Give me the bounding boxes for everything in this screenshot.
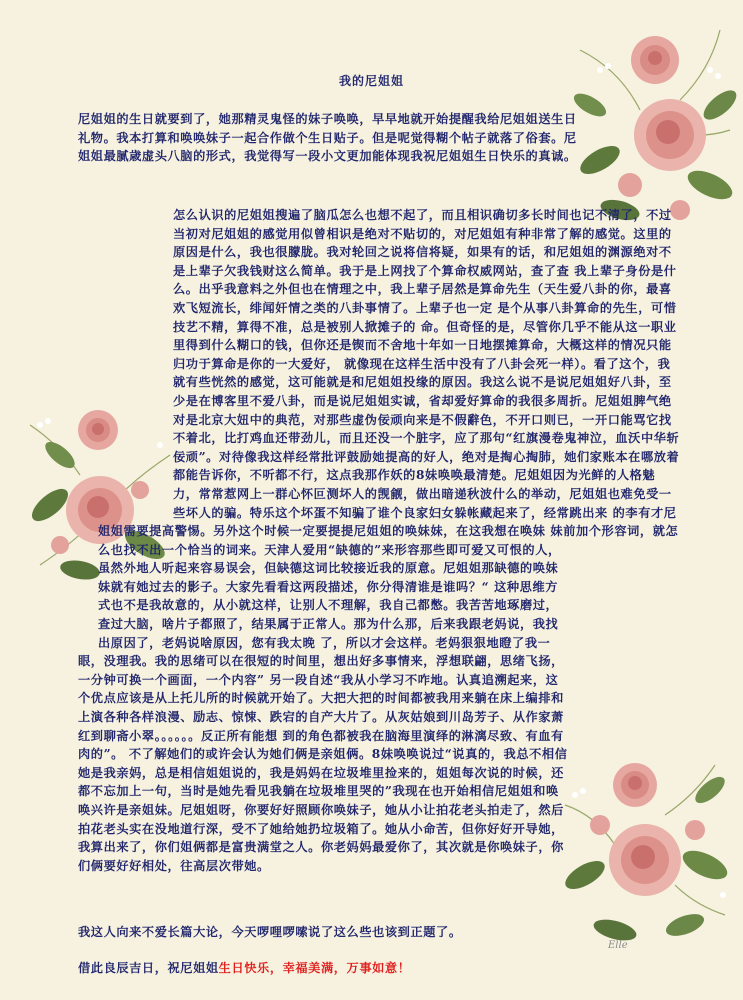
page-title: 我的尼姐姐 bbox=[338, 74, 404, 88]
main-paragraph-text: 怎么认识的尼姐姐搜遍了脑瓜怎么也想不起了，而且相识确切多长时间也记不清了，不过当初对尼姐姐的感觉用似曾相识是绝对不贴切的，对尼姐姐有种非常了解的感觉。这里的原因是什么，我也很朦胧。我对轮回之说将信将疑，如果有的话，和尼姐姐的渊源绝对不是上辈子欠我钱财这么简单。我于是上网找了个算命权威网站，查了查 我上辈子身份是什么。出乎我意料之外但也在情理之中，我上辈子居然是算命先生（天生爱八卦的你，最喜欢飞短流长，绯闻奸情之类的八卦事情了。上辈子也一定 是个从事八卦算命的先生，可惜技艺不精，算得不准，总是被别人掀摊子的 命。但奇怪的是，尽管你几乎不能从这一职业里得到什么糊口的钱，但你还是锲而不舍地十年如一日地摆摊算命，大概这样的情况只能归功于算命是你的一大爱好， 就像现在这样生活中没有了八卦会死一样）。看了这个，我就有些恍然的感觉，这可能就是和尼姐姐投缘的原因。我这么说不是说尼姐姐好八卦，至少是在博客里不爱八卦，而是说尼姐姐实诚，省却爱好算命的我很多周折。尼姐姐脾气绝对是北京大妞中的典范，对那些虚伪佞顽向来是不假辭色，不开口则已，一开口能骂它找不着北，比打鸡血还带劲儿，而且还没一个脏字，应了那句“红旗漫卷鬼神泣，血沃中华斩佞顽”。对待像我这样经常批评鼓励她提高的好人，绝对是掏心掏肺，她们家账本在哪放着都能告诉你，不听都不行，这点我那作妖的8妹唤唤最清楚。尼姐姐因为光鲜的人格魅力，常常惹网上一群心怀叵测坏人的觊觎，做出暗递秋波什么的举动，尼姐姐也难免受一些坏人的骗。特乐这个坏蛋不知骗了谁个良家妇女躲帐藏起来了，经常跳出来 的李有才尼姐姐需要提高警惕。另外这个时候一定要提提尼姐姐的唤妹妹，在这我想在唤妹 妹前加个形容词，就怎么也找不出一个恰当的词来。天津人爱用“缺德的”来形容那些即可爱又可恨的人，虽然外地人听起来容易误会，但缺德这词比较接近我的原意。尼姐姐那缺德的唤妹妹就有她过去的影子。大家先看看这两段描述，你分得清谁是谁吗？“ 这种思维方式也不是我故意的，从小就这样，让别人不理解，我自己都憋。我苦苦地琢磨过，查过大脑，啥片子都照了，结果属于正常人。那为什么那，后来我跟老妈说，我找出原因了，老妈说啥原因，您有我太晚 了，所以才会这样。老妈狠狠地瞪了我一眼，没理我。我的思绪可以在很短的时间里，想出好多事情来，浮想联翩，思绪飞扬，一分钟可换一个画面，一个内容” 另一段自述“我从小学习不咋地。认真追溯起来，这个优点应该是从上托儿所的时候就开始了。大把大把的时间都被我用来躺在床上编排和上演各种各样浪漫、励志、惊悚、跌宕的自产大片了。从灰姑娘到川岛芳子、从作家萧红到聊斋小翠。。。。。。反正所有能想 到的角色都被我在脑海里演绎的淋漓尽致、有血有肉的”。 不了解她们的或许会认为她们俩是亲姐俩。8妹唤唤说过“说真的，我总不相信她是我亲妈，总是相信姐姐说的，我是妈妈在垃圾堆里捡来的，姐姐每次说的时候，还都不忘加上一句，当时是她先看见我躺在垃圾堆里哭的”我现在也开始相信尼姐姐和唤唤兴许是亲姐妹。尼姐姐呀，你要好好照顾你唤妹子，她从小让拍花老头拍走了，然后拍花老头实在没地道行深，受不了她给她扔垃圾箱了。她从小命苦，但你好好开导她，我算出来了，你们姐俩都是富贵满堂之人。你老妈妈最爱你了，其次就是你唤妹子，你们俩要好好相处，往高层次带她。 bbox=[78, 208, 680, 873]
wish-paragraph bbox=[78, 959, 678, 978]
artist-signature: Elle bbox=[608, 940, 628, 951]
wish-text: 生日快乐，幸福美满，万事如意！ bbox=[218, 961, 411, 975]
wish-prefix: 借此良辰吉日，祝尼姐姐 bbox=[78, 961, 219, 975]
intro-paragraph: 尼姐姐的生日就要到了，她那精灵鬼怪的妹子唤唤，早早地就开始提醒我给尼姐姐送生日礼物。我本打算和唤唤妹子一起合作做个生日贴子。但是呢觉得糊个帖子就落了俗套。尼姐姐最腻歳虚头八脑的形式，我觉得写一段小文更加能体现我祝尼姐姐生日快乐的真诚。 bbox=[78, 112, 577, 164]
main-paragraph bbox=[78, 206, 690, 896]
transition-paragraph: 我这人向来不爱长篇大论，今天啰哩啰嗦说了这么些也该到正题了。 bbox=[78, 925, 462, 939]
